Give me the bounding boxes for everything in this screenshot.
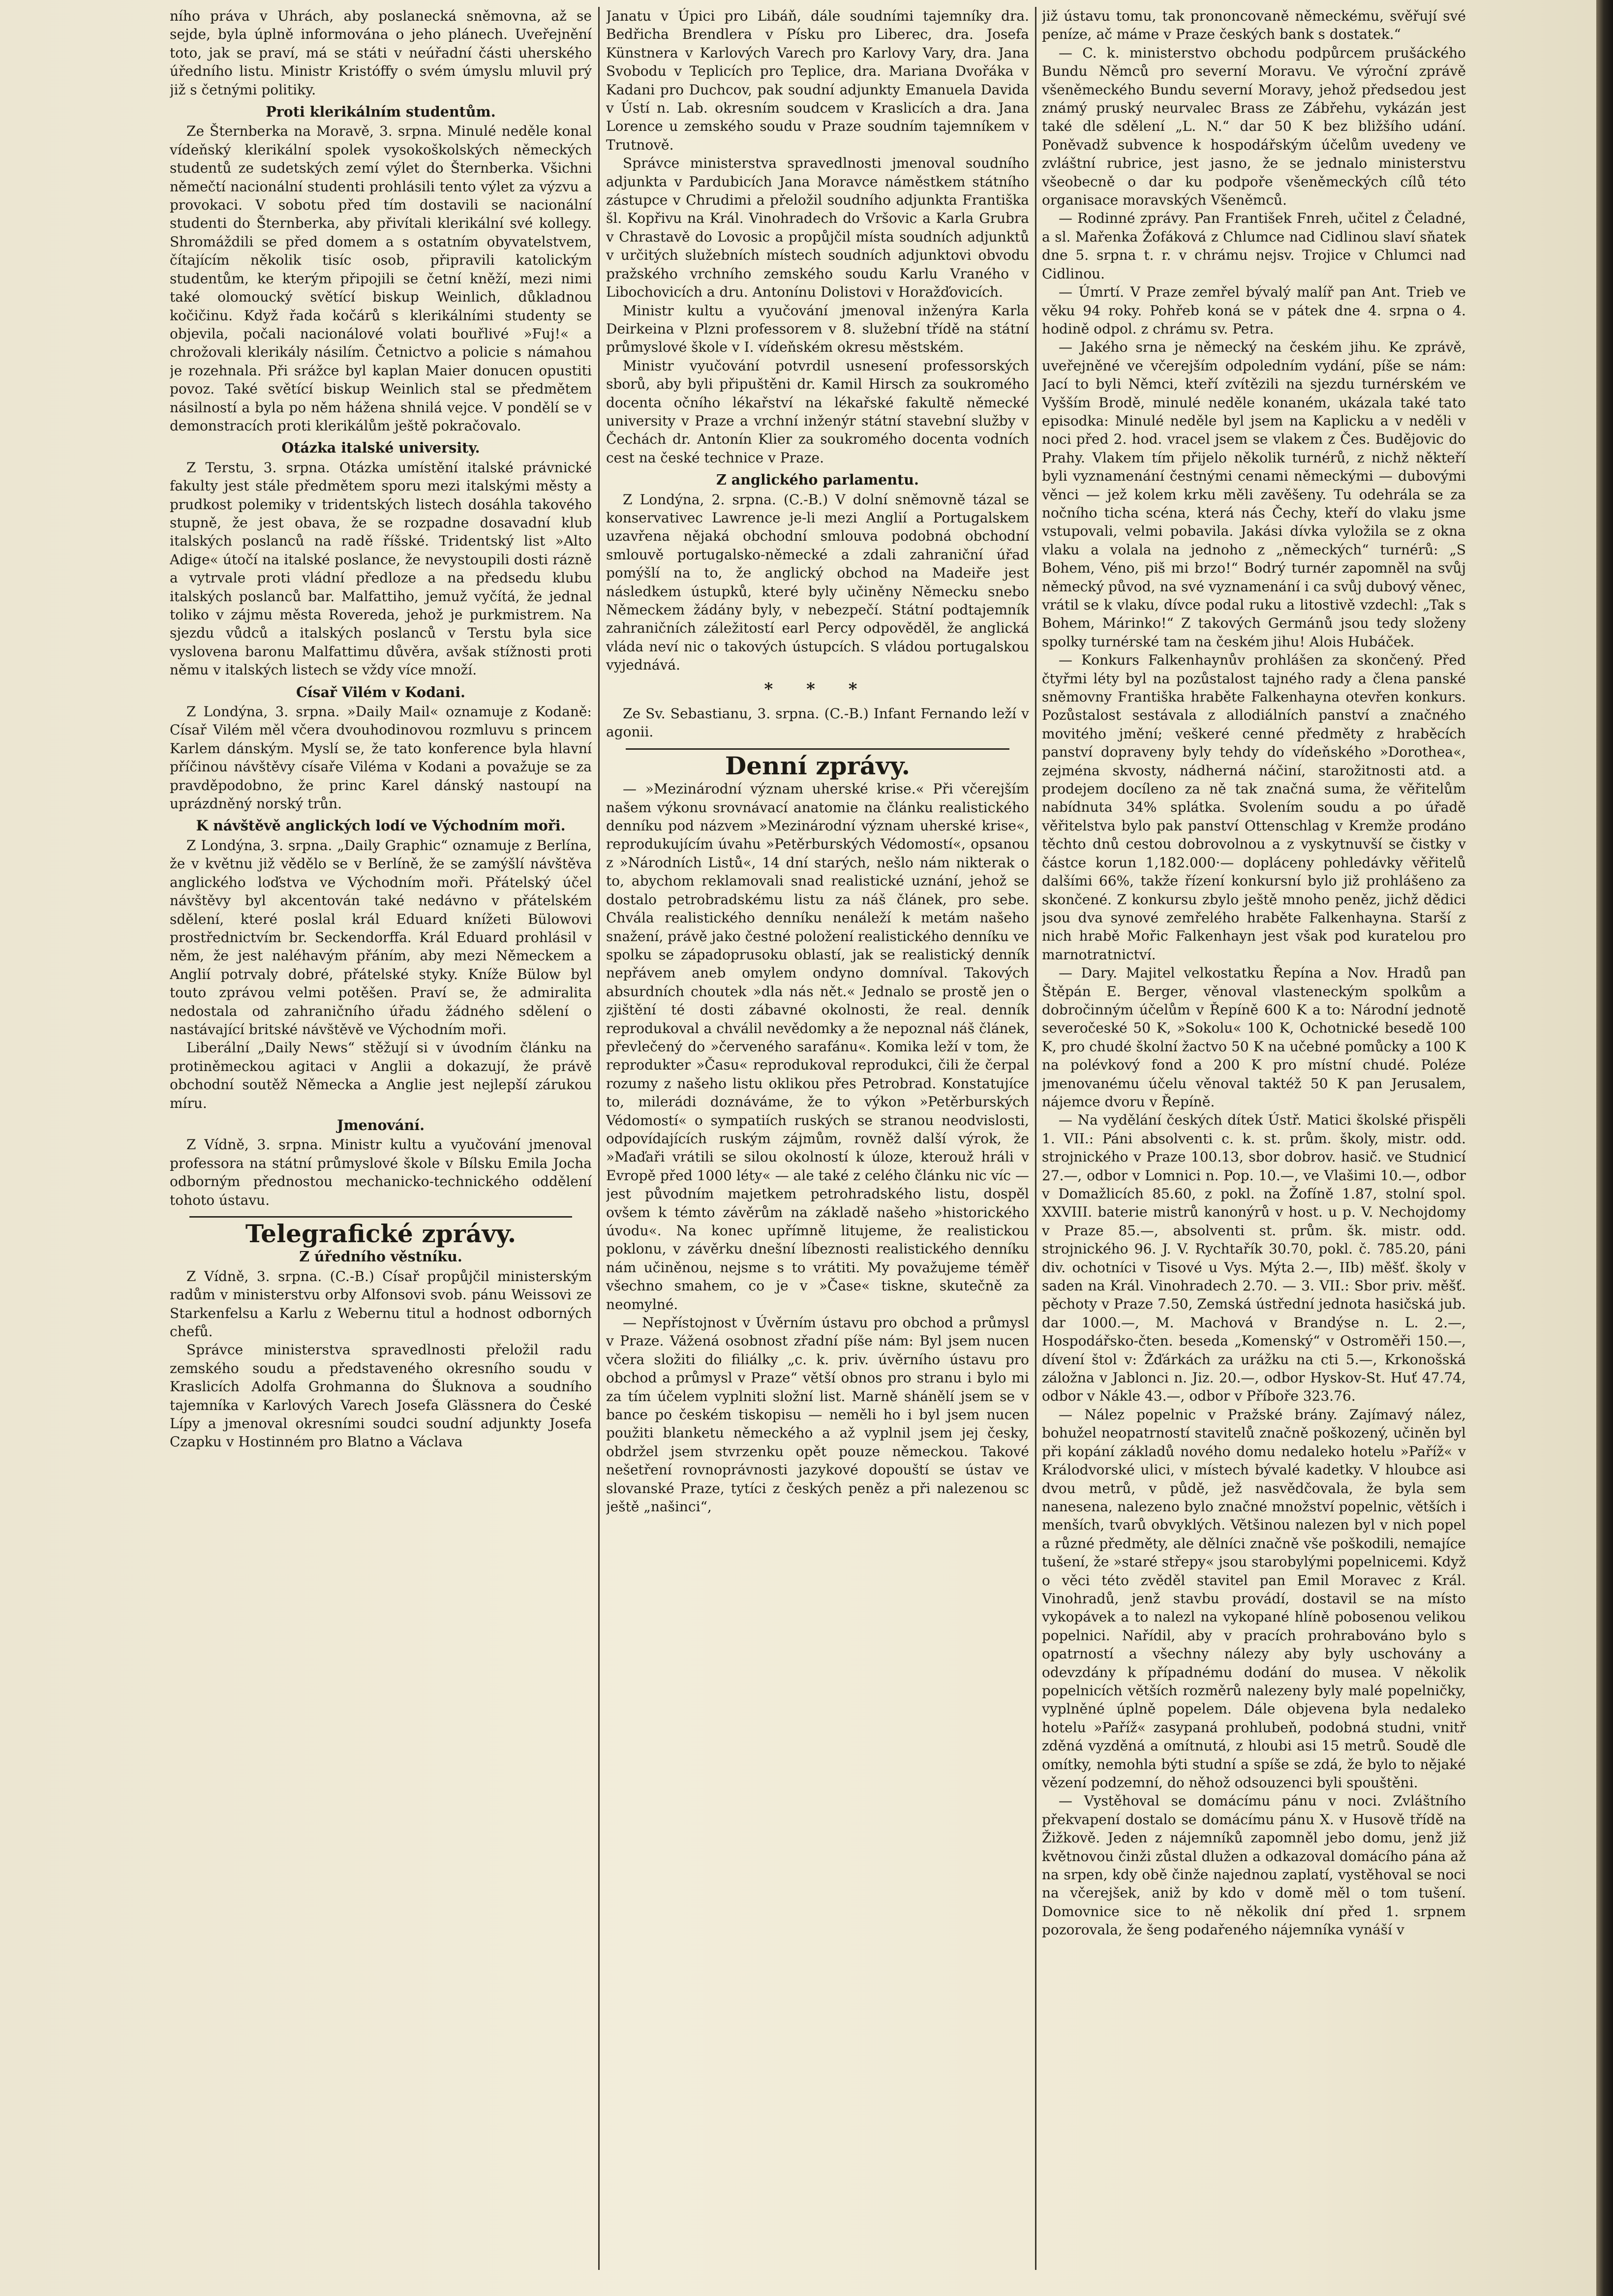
article-paragraph: Ze Sv. Sebastianu, 3. srpna. (C.-B.) Infant Fernando leží v agonii.	[606, 705, 1029, 740]
article-paragraph: Z Londýna, 3. srpna. »Daily Mail« oznamuje z Kodaně: Císař Vilém měl včera dvouhodinovou rozmluvu s princem Karlem dánským. Myslí se, že tato konference byla hlavní příčinou návštěvy císaře Viléma v Kodani a považuje se za pravděpodobno, že princ Karel dánský nastoupí na uprázdněný norský trůn.	[170, 704, 592, 812]
article-paragraph: ního práva v Uhrách, aby poslanecká sněmovna, až se sejde, byla úplně informována o jeho plánech. Uveřejnění toto, jak se praví, má se státi v neúřadní části uherského úředního listu. Ministr Kristóffy o svém úmyslu mluvil prý již s četnými politiky.	[170, 8, 592, 98]
column-2	[606, 7, 1029, 2290]
article-paragraph: — C. k. ministerstvo obchodu podpůrcem prušáckého Bundu Němců pro severní Moravu. Ve výroční zprávě všeněmeckého Bundu severní Moravy, jehož předsedou jest známý pruský neurvalec Brass ze Zábřehu, vykázán jest také dle sdělení „L. N.“ dar 50 K bez bližšího udání. Poněvadž subvence k hospodářským účelům uvedeny ve zvláštní rubrice, jest jasno, že se jednalo ministerstvu všeobecně o dar ku podpoře všeněmeckých cílů této organisace moravských Všeněmců.	[1042, 44, 1466, 209]
article-paragraph: Z Londýna, 3. srpna. „Daily Graphic“ oznamuje z Berlína, že v květnu již vědělo se v Berlíně, že se zamýšlí návštěva anglického loďstva ve Východním moři. Přátelský účel návštěvy byl akcentován také nedávno v přátelském sdělení, které poslal král Eduard knížeti Bülowovi prostřednictvím br. Seckendorffa. Král Eduard prohlásil v něm, že jest naléhavým přáním, aby mezi Německem a Anglií potrvaly dobré, přátelské styky. Kníže Bülow byl touto zprávou velmi potěšen. Praví se, že admiralita nedostala od zahraničního úřadu žádného sdělení o nastávající britské návštěvě ve Východním moři.	[170, 837, 592, 1038]
article-paragraph: Liberální „Daily News“ stěžují si v úvodním článku na protiněmeckou agitaci v Anglii a dokazují, že právě obchodní soutěž Německa a Anglie jest nejlepší zárukou míru.	[170, 1040, 592, 1111]
section-heading: Císař Vilém v Kodani.	[296, 683, 465, 701]
article-paragraph: Ze Šternberka na Moravě, 3. srpna. Minulé neděle konal vídeňský klerikální spolek vysokoškolských německých studentů ze sudetských zemí výlet do Šternberka. Všichni němečtí nacionální studenti prohlásili tento výlet za výzvu a provokaci. V sobotu před tím dostavili se nacionální studenti do Šternberka, aby přivítali klerikální své kollegy. Shromáždili se před domem a s ostatním obyvatelstvem, čítajícím několik tisíc osob, připravili katolickým studentům, ke kterým připojili se četní kněží, mezi nimi také olomoucký světící biskup Weinlich, důkladnou kočičinu. Když řada kočárů s klerikálními studenty se objevila, počali nacionálové volati bouřlivé »Fuj!« a chrožovali klerikály násilím. Četnictvo a policie s námahou je rozehnala. Při srážce byl kaplan Maier donucen opustiti povoz. Také světící biskup Weinlich stal se předmětem násilností a byla po něm hážena shnilá vejce. V pondělí se v demonstracích proti klerikálům ještě pokračovalo.	[170, 123, 592, 434]
section-divider	[189, 1216, 572, 1218]
asterism-divider: * * *	[764, 679, 871, 699]
article-paragraph: Z Vídně, 3. srpna. Ministr kultu a vyučování jmenoval professora na státní průmyslové škole v Bílsku Emila Jocha odborným přednostou mechanicko-technického oddělení tohoto ústavu.	[170, 1136, 592, 1208]
article-paragraph: Správce ministerstva spravedlnosti jmenoval soudního adjunkta v Pardubicích Jana Moravce náměstkem státního zástupce v Chrudimi a přeložil soudního adjunkta Františka šl. Kopřivu na Král. Vinohradech do Vršovic a Karla Grubra v Chrastavě do Lovosic a propůjčil místa soudních adjunktů v určitých služebních místech soudních adjunktovi obvodu pražského vrchního zemského soudu Karlu Vraného v Libochovicích a dru. Antonínu Dolistovi v Horažďovicích.	[606, 155, 1029, 301]
article-paragraph: — Rodinné zprávy. Pan František Fnreh, učitel z Čeladné, a sl. Mařenka Žofáková z Chlumce nad Cidlinou slaví sňatek dne 5. srpna t. r. v chrámu nejsv. Trojice v Chlumci nad Cidlinou.	[1042, 210, 1466, 282]
section-heading: Otázka italské university.	[281, 439, 480, 457]
article-paragraph: — »Mezinárodní význam uherské krise.« Při včerejším našem výkonu srovnávací anatomie na článku realistického denníku pod názvem »Mezinárodní význam uherské krise«, reprodukujícím úvahu »Petěrburských Védomostí«, opsanou z »Národních Listů«, 14 dní starých, nešlo nám nikterak o to, abychom reklamovali snad realistické uznání, jehož se dostalo petrobradskému listu za náš článek, pro sebe. Chvála realistického denníku nenáleží k metám našeho snažení, právě jako čestné položení realistického denníku ve spolku se západoprusoku oblastí, jak se realistický denník nepřávem aneb omylem ondyno domníval. Takových absurdních choutek »dla nás nět.« Jednalo se prostě jen o zjištění té dosti zábavné okolnosti, že real. denník reprodukoval a chválil nevědomky a že nepoznal náš článek, převlečený do »červeného sarafánu«. Komika leží v tom, že reprodukter »Času« reprodukoval reprodukci, čili že čerpal rozumy z našeho listu oklikou přes Petrobrad. Konstatujíce to, milerádi doznáváme, že to výkon »Petěrburských Védomostí« o sympatiích ruských se stranou neodvislosti, odpovídajících ruským zájmům, rovněž další výrok, že »Maďaři vrátili se silou okolností k úloze, kterouž hráli v Evropě před 1000 léty« — ale také z celého článku nic víc — jest původním majetkem petrohradského listu, dospěl ovšem k témto závěrům na základě našeho »historického úvodu«. Na konec upřímně litujeme, že realistickou poklonu, v závěrku dnešní líbeznosti realistického denníku nám učiněnou, nejsme s to vrátiti. My považujeme téměř všechno smahem, co je v »Čase« tiskne, skutečně za neomylné.	[606, 781, 1029, 1313]
article-paragraph: — Vystěhoval se domácímu pánu v noci. Zvláštního překvapení dostalo se domácímu pánu X. v Husově třídě na Žižkově. Jeden z nájemníků zapomněl jebo domu, jenž již květnovou činži zůstal dlužen a odkazoval domácího pána až na srpen, kdy obě činže najednou zaplatí, vystěhoval se noci na včerejšek, aniž by kdo v domě měl o tom tušení. Domovnice sice to ně několik dní před 1. srpnem pozorovala, že šeng podařeného nájemníka vynáší v	[1042, 1793, 1466, 1938]
article-paragraph: — Konkurs Falkenhaynův prohlášen za skončený. Před čtyřmi léty byl na pozůstalost tajného rady a člena panské sněmovny Františka hraběte Falkenhayna otevřen konkurs. Pozůstalost sestávala z allodiálních panství a značného movitého jmění; veškeré cenné předměty z hraběcích panství dopraveny byly tehdy do vídeňského »Dorothea«, zejména skvosty, nádherná náčiní, starožitnosti atd. a prodejem docíleno za ně tak značná suma, že věřitelům nabídnuta 34% splátka. Svolením soudu a po úřadě věřitelstva bylo pak panství Ottenschlag v Kremže prodáno těchto dnů cestou dobrovolnou a z vyskytnuvší se čistky v částce korun 1,182.000·— dopláceny pohledávky věřitelů dalšími 66%, takže řízení konkursní bylo již prohlášeno za skončené. Z konkursu zbylo ještě mnoho peněz, jichž dědici jsou dva synové zemřelého hraběte Falkenhayna. Starší z nich hrabě Mořic Falkenhayn jest však pod kuratelou pro marnotratnictví.	[1042, 652, 1466, 963]
article-paragraph: — Dary. Majitel velkostatku Řepína a Nov. Hradů pan Štěpán E. Berger, věnoval vlasteneckým spolkům a dobročinným účelům v Řepíně 600 K a to: Národní jednotě severočeské 50 K, »Sokolu« 100 K, Ochotnické besedě 100 K, pro chudé školní žactvo 50 K na učebné pomůcky a 100 K na polévkový fond a 200 K pro místní chudé. Poléze jmenovanému účelu věnoval taktéž 50 K pan Jerusalem, nájemce dvoru v Řepíně.	[1042, 965, 1466, 1110]
article-paragraph: Ministr vyučování potvrdil usnesení professorských sborů, aby byli připuštěni dr. Kamil Hirsch za soukromého docenta očního lékařství na lékařské fakultě německé university v Praze a vrchní inženýr státní stavební služby v Čechách dr. Antonín Klier za soukromého docenta vodních cest na české technice v Praze.	[606, 357, 1029, 466]
article-paragraph: Ministr kultu a vyučování jmenoval inženýra Karla Deirkeina v Plzni professorem v 8. služební třídě na státní průmyslové škole v I. vídeňském okresu městském.	[606, 302, 1029, 356]
article-paragraph: — Úmrtí. V Praze zemřel bývalý malíř pan Ant. Trieb ve věku 94 roky. Pohřeb koná se v pátek dne 4. srpna o 4. hodině odpol. z chrámu sv. Petra.	[1042, 284, 1466, 337]
article-paragraph: — Nález popelnic v Pražské brány. Zajímavý nález, bohužel neopatrností stavitelů značně poškozený, učiněn byl při kopání základů nového domu nedaleko hotelu »Paříž« v Králodvorské ulici, v místech bývalé kadetky. V hloubce asi dvou metrů, v půdě, jež nasvědčovala, že byla sem nanesena, nalezeno bylo značné množství popelnic, větších i menších, tvarů obvyklých. Většinou nalezen byl v nich popel a různé předměty, ale dělníci značně vše poškodili, nemajíce tušení, že »staré střepy« jsou starobylými popelnicemi. Když o věci této zvěděl stavitel pan Emil Moravec z Král. Vinohradů, jenž stavbu provádí, dostavil se na místo vykopávek a to nalezl na vykopané hlíně pobosenou velikou popelnici. Nařídil, aby v pracích prohrabováno bylo s opatrností a všechny nálezy aby byly uschovány a odevzdány k případnému dodání do musea. V několik popelnicích větších rozměrů nalezeny byly malé popelničky, vyplněné úplně popelem. Dále objevena byla nedaleko hotelu »Paříž« zasypaná prohlubeň, podobná studni, vnitř zděná vyzděná a omítnutá, z hloubi asi 15 metrů. Soudě dle omítky, nemohla býti studní a spíše se zdá, že bylo to nějaké vězení podzemní, do něhož odsouzenci byli spouštěni.	[1042, 1406, 1466, 1791]
section-heading: Z anglického parlamentu.	[716, 471, 919, 489]
article-paragraph: Správce ministerstva spravedlnosti přeložil radu zemského soudu a představeného okresního soudu v Kraslicích Adolfa Grohmanna do Šluknova a soudního tajemníka v Karlových Varech Josefa Glässnera do České Lípy a jmenoval okresními soudci soudní adjunkty Josefa Czapku v Hostinném pro Blatno a Václava	[170, 1342, 592, 1450]
column-1	[170, 7, 592, 2290]
article-paragraph: Z Londýna, 2. srpna. (C.-B.) V dolní sněmovně tázal se konservativec Lawrence je-li mezi Anglií a Portugalskem uzavřena nějaká obchodní smlouva podobná obchodní smlouvě portugalsko-německé a zdali zahraniční úřad pomýšlí na to, že anglický obchod na Madeiře jest následkem ústupků, které byly učiněny Německu snebo Německem žádány byly, v nebezpečí. Státní podtajemník zahraničních záležitostí earl Percy odpověděl, že anglická vláda neví nic o takových ústupcích. S vládou portugalskou vyjednává.	[606, 491, 1029, 673]
rubric-heading: Telegrafické zprávy.	[245, 1219, 517, 1248]
article-paragraph: Z Terstu, 3. srpna. Otázka umístění italské právnické fakulty jest stále předmětem sporu mezi italskými městy a prudkost polemiky v tridentských listech dosáhla takového stupně, že jest obava, že se rozpadne dosavadní klub italských poslanců na radě říšské. Tridentský list »Alto Adige« útočí na italské poslance, že nevystoupili dosti rázně a vytrvale proti vládní předloze a na předsedu klubu italských poslanců bar. Malfattiho, jemuž vyčítá, že jednal toliko v zájmu města Rovereda, jehož je purkmistrem. Na sjezdu vůdců a italských poslanců v Terstu byla sice vyslovena baronu Malfattimu důvěra, avšak stížnosti proti němu v italských listech se vždy více množí.	[170, 459, 592, 678]
section-divider	[626, 748, 1009, 750]
article-paragraph: — Jakého srna je německý na českém jihu. Ke zprávě, uveřejněné ve včerejším odpoledním vydání, píše se nám: Jací to byli Němci, kteří zvítězili na sjezdu turnérském ve Vyšším Brodě, minulé neděle konaném, ukázala také tato episodka: Minulé neděle byl jsem na Kaplicku a v neděli v noci před 2. hod. vracel jsem se vlakem z Čes. Budějovic do Prahy. Vlakem tím přijelo několik turnérů, z nichž někteří byli vyznamenání čestnými cenami německými — dubovými věnci — jež kolem krku měli zavěšeny. Tu odehrála se za nočního ticha scéna, která nás Čechy, kteří do vlaku jsme vstupovali, velmi pobavila. Jakási dívka vyložila se z okna vlaku a volala na jednoho z „německých“ turnérů: „S Bohem, Véno, piš mi brzo!“ Bodrý turnér zapomněl na svůj německý původ, na své vyznamenání i ca svůj dubový věnec, vrátil se k vlaku, dívce podal ruku a litostivě vzdechl: „Tak s Bohem, Márinko!“ Z takových Germánů jsou tedy složeny spolky turnérské tam na českém jihu! Alois Hubáček.	[1042, 339, 1466, 650]
article-paragraph: — Nepřístojnost v Úvěrním ústavu pro obchod a průmysl v Praze. Vážená osobnost zřadní píše nám: Byl jsem nucen včera složiti do filiálky „c. k. priv. úvěrního ústavu pro obchod a průmysl v Praze“ větší obnos pro stranu i bylo mi za tím účelem vyplniti složní list. Marně shánělí jsem se v bance po českém tiskopisu — neměli ho i byl jsem nucen použiti blanketu německého a až vyplnil jsem jej česky, obdržel jsem stvrzenku opět pouze německou. Takové nešetření rovnoprávnosti jazykové dopouští se ústav ve slovanské Praze, tytíci z českých peněz a při nalezenou sc ještě „našinci“,	[606, 1315, 1029, 1515]
article-paragraph: již ústavu tomu, tak prononcovaně německému, svěřují své peníze, ač máme v Praze českých bank s dostatek.“	[1042, 8, 1466, 43]
section-heading: Proti klerikálním studentům.	[266, 103, 496, 121]
article-paragraph: Janatu v Úpici pro Libáň, dále soudními tajemníky dra. Bedřicha Brendlera v Písku pro Liberec, dra. Josefa Künstnera v Karlových Varech pro Karlovy Vary, dra. Jana Svobodu v Teplicích pro Teplice, dra. Mariana Dvořáka v Kadani pro Duchcov, pak soudní adjunkty Emanuela Davida v Ústí n. Lab. okresním soudcem v Kraslicích a dra. Jana Lorence u zemského soudu v Praze soudním tajemníkem v Trutnově.	[606, 8, 1029, 153]
column-rule-2	[1035, 7, 1036, 2270]
column-rule-1	[598, 7, 600, 2270]
column-3	[1042, 7, 1466, 2290]
article-paragraph: — Na vydělání českých dítek Ústř. Matici školské přispěli 1. VII.: Páni absolventi c. k. st. prům. školy, mistr. odd. strojnického v Praze 100.13, sbor dobrov. hasič. ve Studnicí 27.—, odbor v Lomnici n. Pop. 10.—, ve Vlašimi 10.—, odbor v Domažlicích 85.60, z pokl. na Žofíně 1.87, stolní spol. XXVIII. baterie mistrů kanonýrů v host. u p. V. Nechojdomy v Praze 85.—, absolventi st. prům. šk. mistr. odd. strojnického 96. J. V. Rychtařík 30.70, pokl. č. 785.20, páni div. ochotníci v Tisové u Vys. Mýta 2.—, IIb) měšť. školy v saden na Král. Vinohradech 2.70. — 3. VII.: Sbor priv. měšť. pěchoty v Praze 7.50, Zemská ústřední jednota hasičská jub. dar 1000.—, M. Machová v Brandýse n. L. 2.—, Hospodářsko-čten. beseda „Komenský“ v Ostroměři 150.—, dívení štol v: Žďárkách za urážku na cti 5.—, Krkonošská záložna v Jablonci n. Jiz. 20.—, odbor Hyskov-St. Huť 47.74, odbor v Nákle 43.—, odbor v Příboře 323.76.	[1042, 1112, 1466, 1405]
section-heading: Jmenování.	[337, 1116, 425, 1133]
section-heading: K návštěvě anglických lodí ve Východním moři.	[196, 817, 566, 834]
scan-edge-shadow	[1596, 0, 1613, 2296]
section-heading: Z úředního věstníku.	[299, 1248, 462, 1265]
article-paragraph: Z Vídně, 3. srpna. (C.-B.) Císař propůjčil ministerským radům v ministerstvu orby Alfonsovi svob. pánu Weissovi ze Starkenfelsu a Karlu z Webernu titul a hodnost odborných chefů.	[170, 1268, 592, 1340]
rubric-heading: Denní zprávy.	[725, 751, 911, 780]
